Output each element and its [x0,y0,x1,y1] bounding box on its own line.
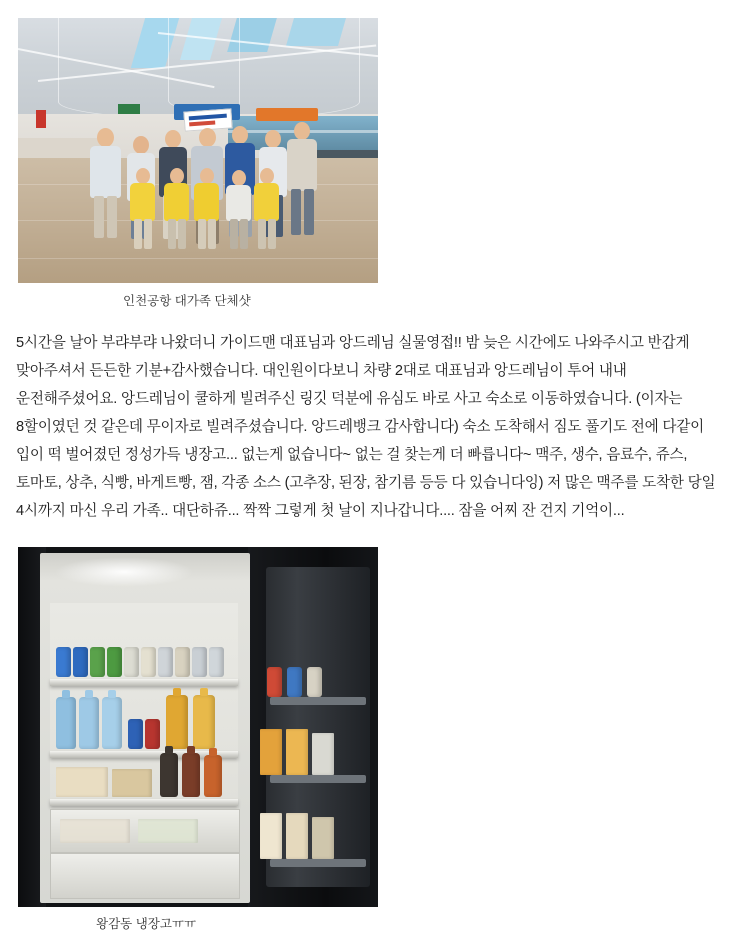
beer-can [90,647,105,677]
fridge-shelf [50,679,238,686]
beer-can [107,647,122,677]
beer-can [141,647,156,677]
fridge-light-glow [54,557,194,587]
person-figure [88,128,122,248]
document-page [0,18,747,946]
sauce-bottle [182,753,200,797]
water-bottle [79,697,99,749]
fridge-drawer [50,853,240,899]
child-figure [194,168,220,254]
sauce-bottle [204,755,222,797]
door-can [267,667,282,697]
door-shelf [270,859,366,867]
beer-can [73,647,88,677]
airport-group-photo [18,18,378,283]
sauce-bottle [160,753,178,797]
water-bottle [102,697,122,749]
fridge-photo [18,547,378,907]
beverage-can [128,719,143,749]
water-bottle [56,697,76,749]
child-figure [226,170,252,254]
vegetable-pack [60,819,130,843]
beer-can [175,647,190,677]
door-shelf [270,775,366,783]
floor-line [18,258,378,259]
milk-carton [312,817,334,859]
door-shelf [270,697,366,705]
body-paragraph: 5시간을 날아 부랴부랴 나왔더니 가이드맨 대표님과 앙드레님 실물영접!! 밤 늦은 시간에도 나와주시고 반갑게 맞아주셔서 든든한 기분+감사했습니다. 대인원이다보니 차량 2대로 대표님과 앙드레님이 투어 내내 운전해주셨어요. 앙드레님이 쿨하게 빌려주신 링깃 덕분에 유심도 바로 사고 숙소로 이동하였습니다. (이자는 8할이였던 것 같은데 무이자로 빌려주셨습니다. 앙드레뱅크 감사합니다) 숙소 도착해서 짐도 풀기도 전에 다같이 입이 떡 벌어졌던 정성가득 냉장고... 없는게 없습니다~ 없는 걸 찾는게 더 빠릅니다~ 맥주, 생수, 음료수, 쥬스, 토마토, 상추, 식빵, 바게트빵, 잼, 각종 소스 (고추장, 된장, 참기름 등등 다 있습니다잉) 저 많은 맥주를 도착한 당일 4시까지 마신 우리 가족.. 대단하쥬... 짝짝 그렇게 첫 날이 지나갑니다.... 잠을 어찌 잔 건지 기억이... [16,335,716,520]
page-bottom-spacer [0,932,747,946]
door-can [287,667,302,697]
beer-can [209,647,224,677]
juice-carton [260,729,282,775]
child-figure [130,168,156,254]
beer-can [158,647,173,677]
juice-bottle [193,695,215,749]
door-can [307,667,322,697]
milk-carton [260,813,282,859]
figure-caption: 왕감동 냉장고ㅠㅠ [96,917,197,932]
juice-bottle [166,695,188,749]
child-figure [164,168,190,254]
beverage-can [145,719,160,749]
bread-loaf [56,767,108,797]
beer-can [56,647,71,677]
figure-caption: 인천공항 대가족 단체샷 [123,294,251,308]
bread-loaf [112,769,152,797]
fridge-shelf [50,799,238,806]
terminal-banner [256,108,318,121]
figure-fridge-photo [18,547,378,932]
beer-can [124,647,139,677]
juice-carton [286,729,308,775]
milk-carton [312,733,334,775]
beer-can [192,647,207,677]
vegetable-pack [138,819,198,843]
wayfinding-sign [118,104,140,114]
figure-airport-photo [18,18,378,309]
exit-sign [36,110,46,128]
person-figure [286,122,318,248]
child-figure [254,168,280,254]
milk-carton [286,813,308,859]
